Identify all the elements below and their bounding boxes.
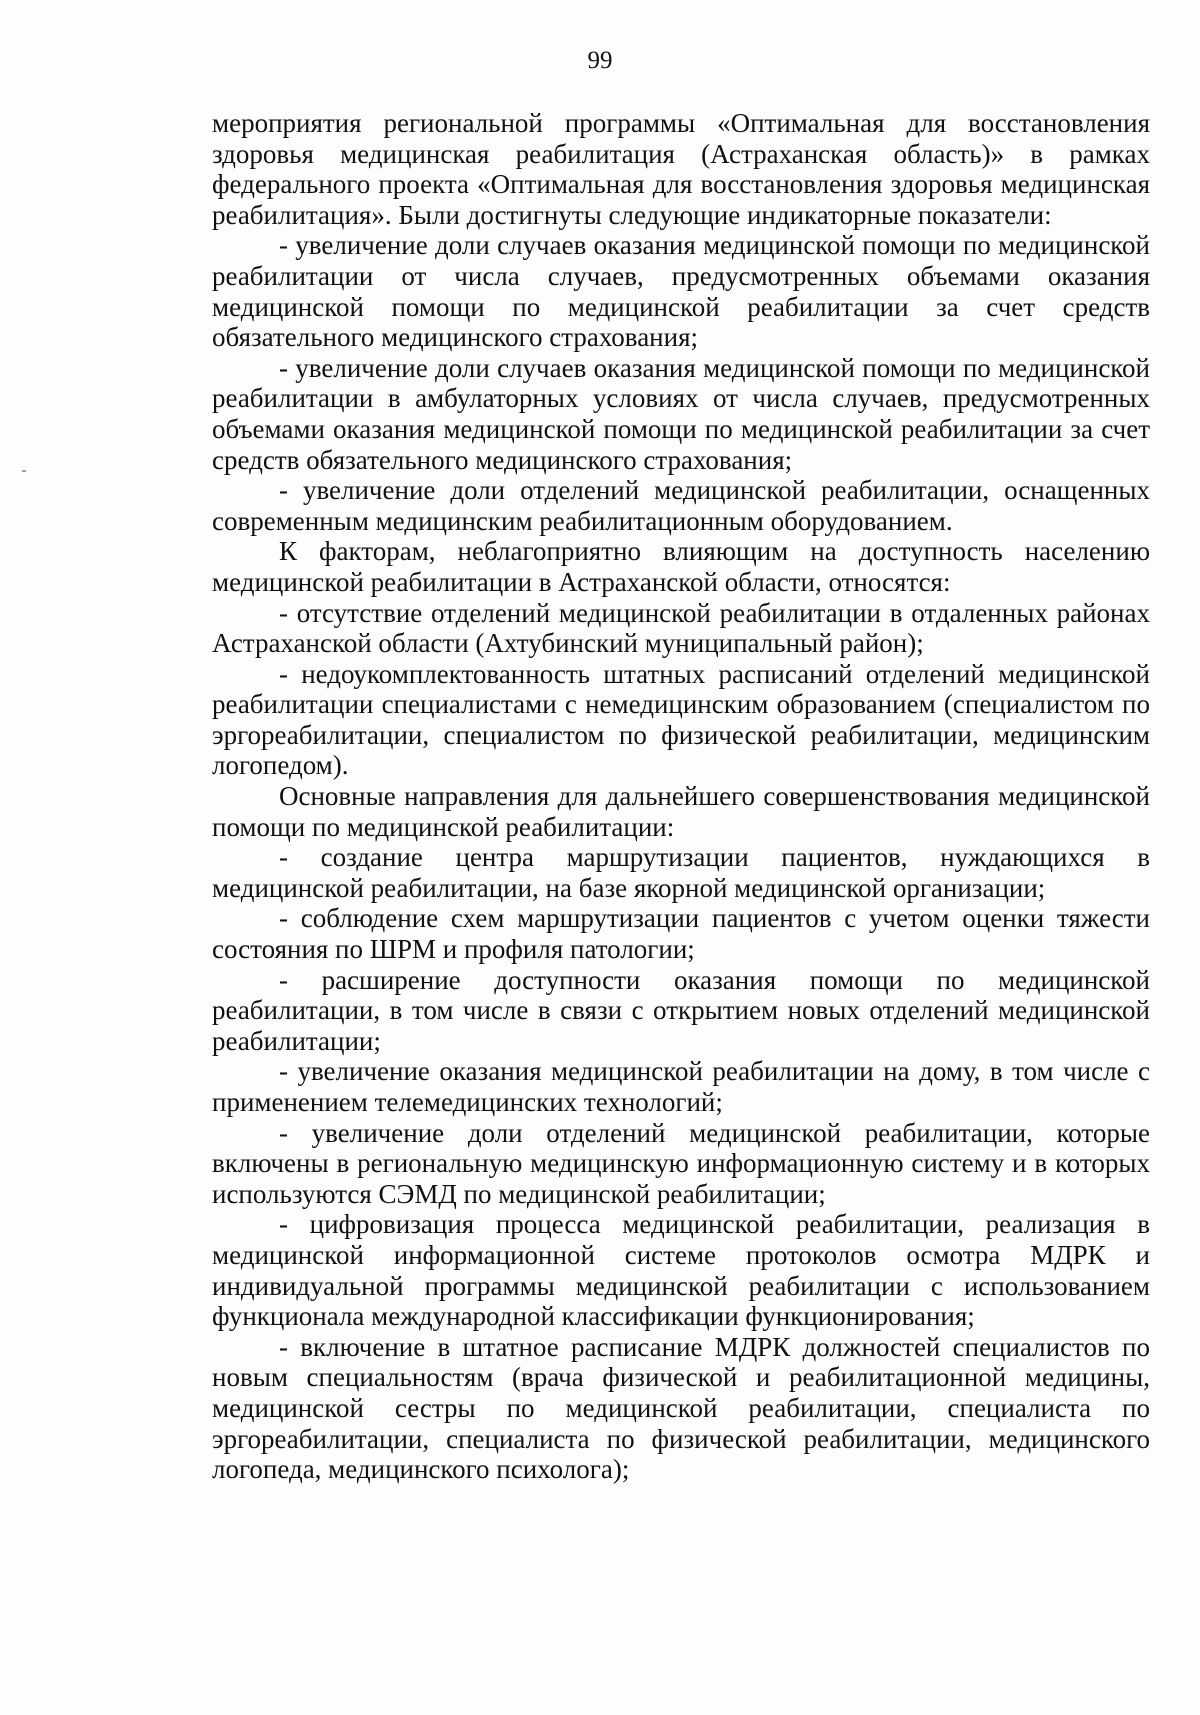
- list-item: - увеличение доли случаев оказания медицинской помощи по медицинской реабилитации в амбулаторных условиях от числа случаев, предусмотренных объемами оказания медицинской помощи по медицинской реабилитации за счет средств обязательного медицинского страхования;: [212, 352, 1150, 475]
- list-item: - отсутствие отделений медицинской реабилитации в отдаленных районах Астраханской области (Ахтубинский муниципальный район);: [212, 597, 1150, 659]
- list-item: - цифровизация процесса медицинской реабилитации, реализация в медицинской информационной системе протоколов осмотра МДРК и индивидуальной программы медицинской реабилитации с использованием функционала международной классификации функционирования;: [212, 1209, 1150, 1332]
- list-item: - создание центра маршрутизации пациентов, нуждающихся в медицинской реабилитации, на базе якорной медицинской организации;: [212, 842, 1150, 903]
- list-item: - увеличение доли отделений медицинской реабилитации, которые включены в региональную медицинскую информационную систему и в которых используются СЭМД по медицинской реабилитации;: [212, 1117, 1150, 1209]
- paragraph: К факторам, неблагоприятно влияющим на доступность населению медицинской реабилитации в Астраханской области, относятся:: [212, 536, 1150, 597]
- list-item: - увеличение доли отделений медицинской реабилитации, оснащенных современным медицинским реабилитационным оборудованием.: [212, 475, 1150, 536]
- scan-mark: [22, 470, 26, 472]
- list-item: - недоукомплектованность штатных расписаний отделений медицинской реабилитации специалистами с немедицинским образованием (специалистом по эргореабилитации, специалистом по физической реабилитации, медицинским логопедом).: [212, 658, 1150, 781]
- list-item: - увеличение оказания медицинской реабилитации на дому, в том числе с применением телемедицинских технологий;: [212, 1056, 1150, 1117]
- page-number: 99: [587, 47, 613, 74]
- paragraph: мероприятия региональной программы «Оптимальная для восстановления здоровья медицинская реабилитация (Астраханская область)» в рамках федерального проекта «Оптимальная для восстановления здоровья медицинская реабилитация». Были достигнуты следующие индикаторные показатели:: [212, 108, 1150, 230]
- list-item: - увеличение доли случаев оказания медицинской помощи по медицинской реабилитации от числа случаев, предусмотренных объемами оказания медицинской помощи по медицинской реабилитации за счет средств обязательного медицинского страхования;: [212, 230, 1150, 353]
- list-item: - включение в штатное расписание МДРК должностей специалистов по новым специальностям (врача физической и реабилитационной медицины, медицинской сестры по медицинской реабилитации, специалиста по эргореабилитации, специалиста по физической реабилитации, медицинского логопеда, медицинского психолога);: [212, 1331, 1150, 1485]
- list-item: - расширение доступности оказания помощи по медицинской реабилитации, в том числе в связи с открытием новых отделений медицинской реабилитации;: [212, 964, 1150, 1056]
- paragraph: Основные направления для дальнейшего совершенствования медицинской помощи по медицинской реабилитации:: [212, 781, 1150, 842]
- body-text: [212, 108, 1150, 1485]
- list-item: - соблюдение схем маршрутизации пациентов с учетом оценки тяжести состояния по ШРМ и профиля патологии;: [212, 903, 1150, 965]
